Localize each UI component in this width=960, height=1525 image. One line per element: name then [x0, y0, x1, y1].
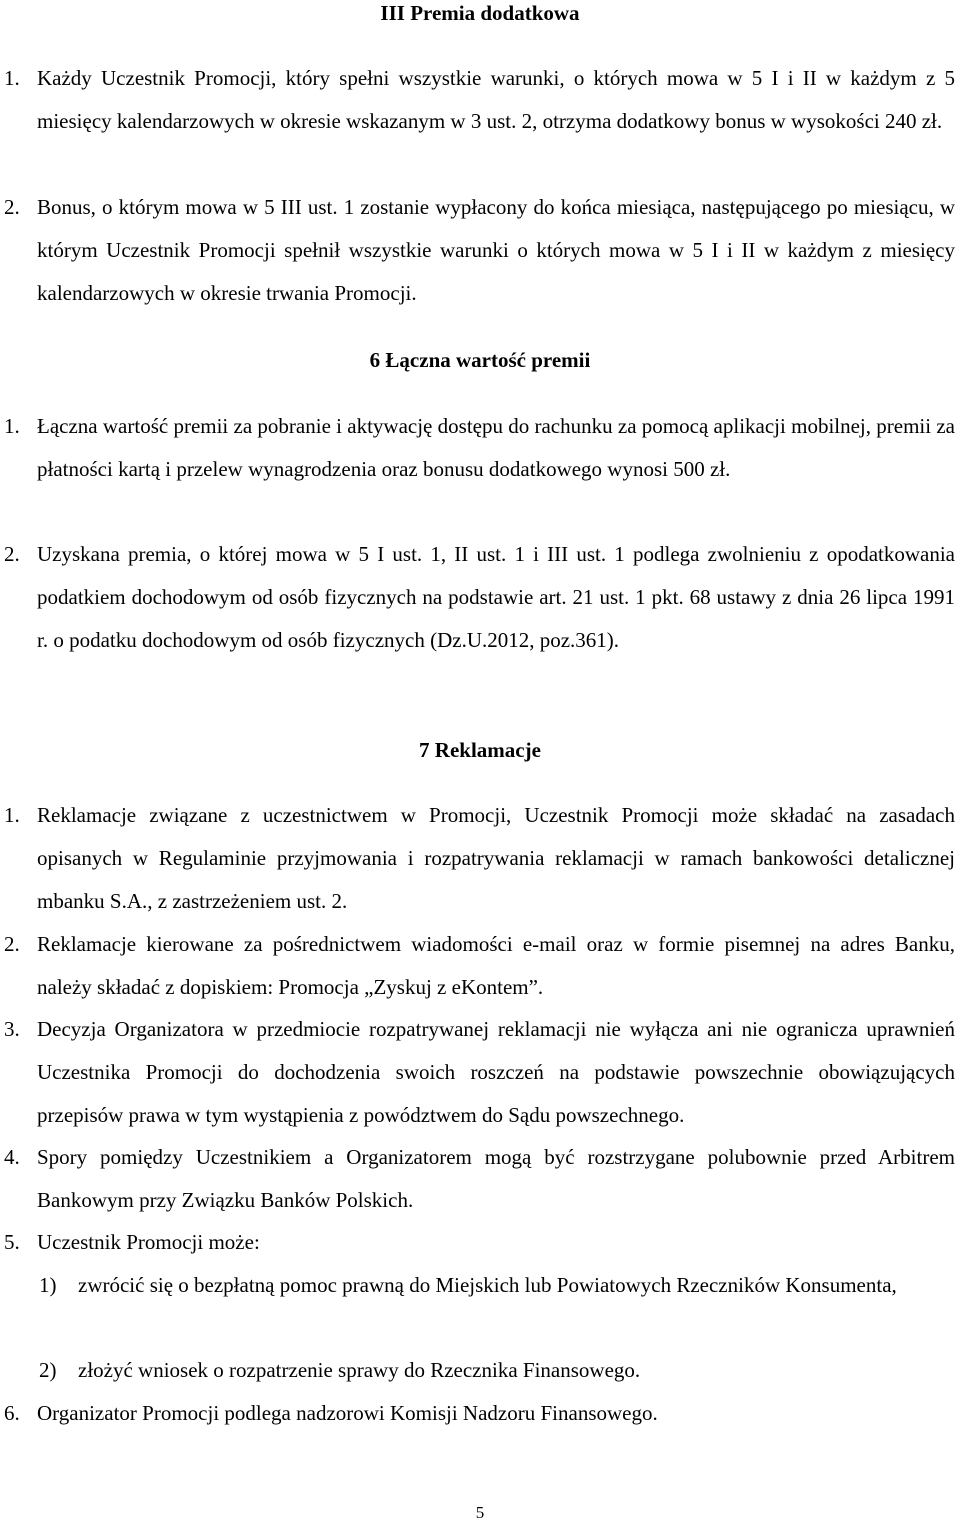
page-number: 5: [475, 1503, 485, 1522]
item-number: 4.: [4, 1145, 20, 1169]
sub-item-number: 2): [39, 1358, 57, 1382]
item-text: Bonus, o którym mowa w 5 III ust. 1 zostanie wypłacony do końca miesiąca, następującego po miesiącu, w którym Uczestnik Promocji spełnił wszystkie warunki o których mowa w 5 I i II w każdym z miesięcy kalendarzowych w okresie trwania Promocji.: [37, 195, 955, 305]
section-heading-premia-dodatkowa: III Premia dodatkowa: [380, 1, 580, 25]
sub-item-text: złożyć wniosek o rozpatrzenie sprawy do Rzecznika Finansowego.: [78, 1358, 641, 1382]
sub-item-number: 1): [39, 1273, 57, 1297]
item-number: 2.: [4, 542, 20, 566]
section-heading-laczna-wartosc-premii: 6 Łączna wartość premii: [369, 348, 591, 372]
item-text: Reklamacje kierowane za pośrednictwem wiadomości e-mail oraz w formie pisemnej na adres Banku, należy składać z dopiskiem: Promocja „Zyskuj z eKontem”.: [37, 932, 955, 999]
item-text: Łączna wartość premii za pobranie i aktywację dostępu do rachunku za pomocą aplikacji mobilnej, premii za płatności kartą i przelew wynagrodzenia oraz bonusu dodatkowego wynosi 500 zł.: [37, 414, 955, 481]
item-text: Reklamacje związane z uczestnictwem w Promocji, Uczestnik Promocji może składać na zasadach opisanych w Regulaminie przyjmowania i rozpatrywania reklamacji w ramach bankowości detalicznej mbanku S.A., z zastrzeżeniem ust. 2.: [37, 803, 955, 913]
item-number: 1.: [4, 414, 20, 438]
item-number: 5.: [4, 1230, 20, 1254]
item-text: Spory pomiędzy Uczestnikiem a Organizatorem mogą być rozstrzygane polubownie przed Arbitrem Bankowym przy Związku Banków Polskich.: [37, 1145, 955, 1212]
item-number: 2.: [4, 932, 20, 956]
sub-item-text: zwrócić się o bezpłatną pomoc prawną do Miejskich lub Powiatowych Rzeczników Konsumenta,: [78, 1273, 897, 1297]
item-number: 2.: [4, 195, 20, 219]
item-text: Decyzja Organizatora w przedmiocie rozpatrywanej reklamacji nie wyłącza ani nie ogranicza uprawnień Uczestnika Promocji do dochodzenia swoich roszczeń na podstawie powszechnie obowiązujących przepisów prawa w tym wystąpienia z powództwem do Sądu powszechnego.: [37, 1017, 955, 1127]
item-number: 6.: [4, 1401, 20, 1425]
item-number: 1.: [4, 66, 20, 90]
item-number: 3.: [4, 1017, 20, 1041]
item-text: Organizator Promocji podlega nadzorowi Komisji Nadzoru Finansowego.: [37, 1401, 658, 1425]
section-heading-reklamacje: 7 Reklamacje: [419, 738, 541, 762]
item-text: Każdy Uczestnik Promocji, który spełni wszystkie warunki, o których mowa w 5 I i II w każdym z 5 miesięcy kalendarzowych w okresie wskazanym w 3 ust. 2, otrzyma dodatkowy bonus w wysokości 240 zł.: [37, 66, 955, 133]
item-number: 1.: [4, 803, 20, 827]
item-text: Uczestnik Promocji może:: [37, 1230, 260, 1254]
item-text: Uzyskana premia, o której mowa w 5 I ust. 1, II ust. 1 i III ust. 1 podlega zwolnieniu z opodatkowania podatkiem dochodowym od osób fizycznych na podstawie art. 21 ust. 1 pkt. 68 ustawy z dnia 26 lipca 1991 r. o podatku dochodowym od osób fizycznych (Dz.U.2012, poz.361).: [37, 542, 955, 652]
